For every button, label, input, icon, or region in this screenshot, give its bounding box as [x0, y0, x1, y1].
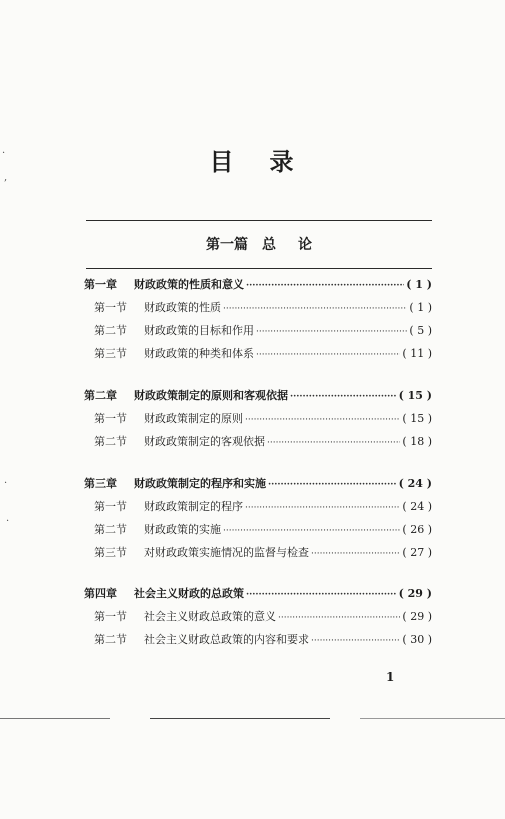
- toc-text: 财政政策制定的程序和实施: [134, 477, 266, 490]
- toc-text: 财政政策的性质: [144, 301, 221, 314]
- scan-mark: ·: [2, 148, 6, 159]
- toc-section[interactable]: [84, 521, 432, 539]
- title-char-right: 录: [269, 148, 296, 176]
- toc-section[interactable]: [84, 544, 432, 562]
- leader-dots: [245, 415, 400, 425]
- toc-page: ( 1 ): [409, 301, 432, 314]
- toc-page: ( 1 ): [406, 278, 432, 291]
- toc-section[interactable]: [84, 345, 432, 363]
- toc-label: 第一节: [94, 412, 127, 425]
- toc-label: 第三节: [94, 347, 127, 360]
- leader-dots: [245, 503, 400, 513]
- toc-label: 第四章: [84, 587, 117, 600]
- leader-dots: [256, 327, 407, 337]
- toc-text: 财政政策制定的原则: [144, 412, 243, 425]
- toc-section[interactable]: [84, 433, 432, 451]
- toc-page: ( 24 ): [398, 477, 432, 490]
- leader-dots: [223, 304, 407, 314]
- leader-dots: [223, 526, 400, 536]
- toc-page: ( 27 ): [402, 546, 432, 559]
- toc-section[interactable]: [84, 631, 432, 649]
- part-label: 第一篇: [206, 237, 248, 253]
- toc-chapter-3[interactable]: [84, 475, 432, 493]
- scan-mark: ·: [6, 516, 10, 527]
- toc-section[interactable]: [84, 410, 432, 428]
- toc-chapter-2[interactable]: [84, 387, 432, 405]
- leader-dots: [290, 392, 397, 402]
- part-title-left: 总: [262, 237, 276, 253]
- leader-dots: [246, 590, 397, 600]
- toc-label: 第二节: [94, 633, 127, 646]
- scan-mark: ,: [4, 172, 8, 183]
- toc-page: ( 29 ): [402, 610, 432, 623]
- scan-line: [150, 718, 330, 719]
- toc-page: ( 18 ): [402, 435, 432, 448]
- page-title: [0, 142, 505, 177]
- toc-page: ( 11 ): [402, 347, 432, 360]
- toc-text: 财政政策的种类和体系: [144, 347, 254, 360]
- toc-chapter-1[interactable]: [84, 276, 432, 294]
- toc-page: ( 29 ): [398, 587, 432, 600]
- toc-label: 第二章: [84, 389, 117, 402]
- toc-section[interactable]: [84, 322, 432, 340]
- scan-line: [360, 718, 505, 719]
- toc-text: 财政政策的目标和作用: [144, 324, 254, 337]
- toc-label: 第一章: [84, 278, 117, 291]
- toc-chapter-4[interactable]: [84, 585, 432, 603]
- title-char-left: 目: [209, 148, 236, 176]
- toc-text: 财政政策制定的原则和客观依据: [134, 389, 288, 402]
- toc-label: 第一节: [94, 610, 127, 623]
- toc-text: 社会主义财政总政策的意义: [144, 610, 276, 623]
- leader-dots: [311, 549, 400, 559]
- toc-label: 第一节: [94, 500, 127, 513]
- scan-line: [0, 718, 110, 719]
- page-number: 1: [386, 670, 395, 684]
- toc-text: 财政政策的性质和意义: [134, 278, 244, 291]
- toc-page: ( 30 ): [402, 633, 432, 646]
- toc-label: 第二节: [94, 435, 127, 448]
- toc-text: 对财政政策实施情况的监督与检查: [144, 546, 309, 559]
- scan-mark: ·: [4, 478, 8, 489]
- toc-text: 财政政策制定的客观依据: [144, 435, 265, 448]
- toc-section[interactable]: [84, 608, 432, 626]
- part-rule: [86, 268, 432, 269]
- part-heading: [86, 234, 432, 254]
- toc-page: ( 24 ): [402, 500, 432, 513]
- toc-section[interactable]: [84, 299, 432, 317]
- toc-page: ( 5 ): [409, 324, 432, 337]
- toc-label: 第二节: [94, 324, 127, 337]
- toc-page: ( 15 ): [398, 389, 432, 402]
- leader-dots: [311, 636, 400, 646]
- toc-label: 第三章: [84, 477, 117, 490]
- leader-dots: [267, 438, 400, 448]
- toc-text: 社会主义财政总政策的内容和要求: [144, 633, 309, 646]
- part-title-right: 论: [298, 237, 312, 253]
- toc-page: ( 15 ): [402, 412, 432, 425]
- toc-page: ( 26 ): [402, 523, 432, 536]
- top-rule: [86, 220, 432, 221]
- leader-dots: [278, 613, 400, 623]
- toc-label: 第二节: [94, 523, 127, 536]
- toc-text: 社会主义财政的总政策: [134, 587, 244, 600]
- leader-dots: [246, 281, 404, 291]
- toc-label: 第一节: [94, 301, 127, 314]
- toc-section[interactable]: [84, 498, 432, 516]
- leader-dots: [256, 350, 400, 360]
- leader-dots: [268, 480, 397, 490]
- toc-text: 财政政策的实施: [144, 523, 221, 536]
- toc-label: 第三节: [94, 546, 127, 559]
- toc-text: 财政政策制定的程序: [144, 500, 243, 513]
